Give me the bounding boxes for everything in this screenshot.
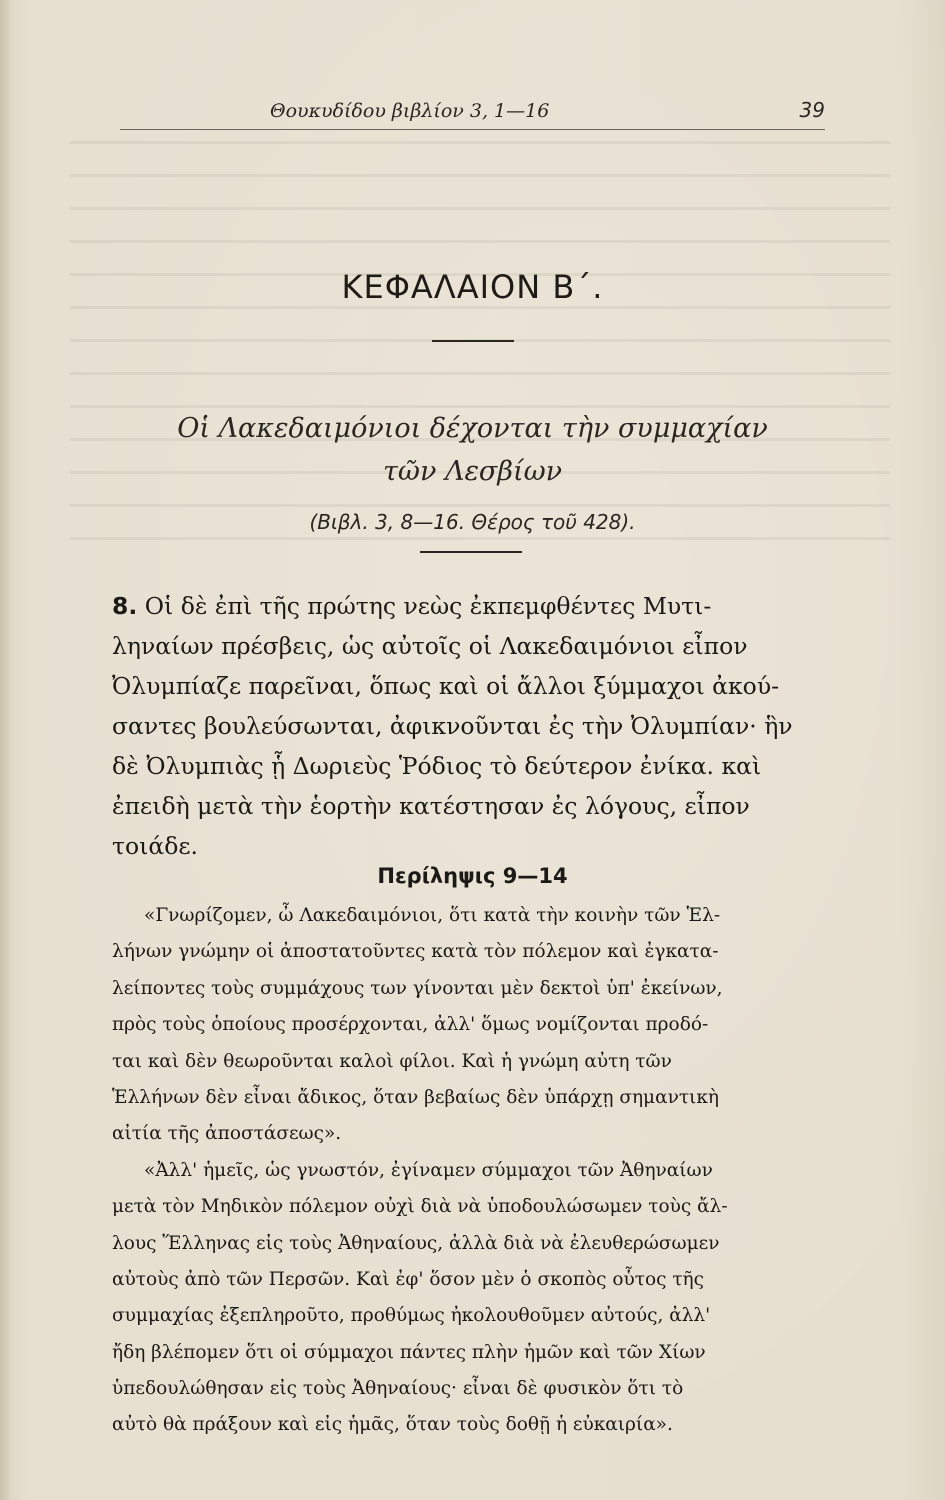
summary-line: ὑπεδουλώθησαν εἰς τοὺς Ἀθηναίους· εἶναι δὲ φυσικὸν ὅτι τὸ (112, 1378, 684, 1400)
section-8-line: τοιάδε. (112, 832, 199, 860)
section-8-line: δὲ Ὀλυμπιὰς ᾗ Δωριεὺς Ῥόδιος τὸ δεύτερον ἐνίκα. καὶ (112, 752, 762, 780)
chapter-subtitle-line-2: τῶν Λεσβίων (383, 456, 562, 487)
chapter-subtitle-line-1: Οἱ Λακεδαιμόνιοι δέχονται τὴν συμμαχίαν (177, 413, 768, 444)
summary-heading: Περίληψις 9—14 (377, 864, 568, 888)
summary-line: πρὸς τοὺς ὁποίους προσέρχονται, ἀλλ' ὅμως νομίζονται προδό- (112, 1014, 709, 1036)
summary-line: αὐτὸ θὰ πράξουν καὶ εἰς ἡμᾶς, ὅταν τοὺς δοθῇ ἡ εὐκαιρία». (112, 1414, 673, 1436)
running-header (120, 96, 825, 130)
summary-line: αἰτία τῆς ἀποστάσεως». (112, 1123, 342, 1145)
summary-line: αὐτοὺς ἀπὸ τῶν Περσῶν. Καὶ ἐφ' ὅσον μὲν ὁ σκοπὸς οὗτος τῆς (112, 1268, 704, 1290)
summary-line: μετὰ τὸν Μηδικὸν πόλεμον οὐχὶ διὰ νὰ ὑποδουλώσωμεν τοὺς ἄλ- (112, 1196, 728, 1218)
section-8-line: σαντες βουλεύσωνται, ἀφικνοῦνται ἐς τὴν Ὀλυμπίαν· ἣν (112, 712, 793, 740)
section-8-line: ἐπειδὴ μετὰ τὴν ἑορτὴν κατέστησαν ἐς λόγους, εἶπον (112, 792, 750, 820)
section-number: 8. (112, 592, 138, 620)
summary-line: «Ἀλλ' ἡμεῖς, ὡς γνωστόν, ἐγίναμεν σύμμαχοι τῶν Ἀθηναίων (144, 1159, 713, 1181)
section-8-line: ληναίων πρέσβεις, ὡς αὐτοῖς οἱ Λακεδαιμόνιοι εἶπον (112, 632, 748, 660)
summary-line: λήνων γνώμην οἱ ἀποστατοῦντες κατὰ τὸν πόλεμον καὶ ἐγκατα- (112, 941, 719, 963)
section-8-line (112, 586, 832, 626)
section-8-text (112, 586, 832, 866)
summary-line: συμμαχίας ἐξεπληροῦτο, προθύμως ἠκολουθοῦμεν αὐτούς, ἀλλ' (112, 1305, 711, 1327)
summary-line: ται καὶ δὲν θεωροῦνται καλοὶ φίλοι. Καὶ ἡ γνώμη αὐτη τῶν (112, 1050, 672, 1072)
chapter-title: ΚΕΦΑΛΑΙΟΝ Β΄. (341, 268, 604, 306)
source-reference: (Βιβλ. 3, 8—16. Θέρος τοῦ 428). (309, 510, 636, 534)
summary-line: «Γνωρίζομεν, ὦ Λακεδαιμόνιοι, ὅτι κατὰ τὴν κοινὴν τῶν Ἑλ- (144, 905, 721, 926)
summary-text (112, 898, 832, 1444)
section-8-line: Ὀλυμπίαζε παρεῖναι, ὅπως καὶ οἱ ἄλλοι ξύμμαχοι ἀκού- (112, 672, 780, 700)
chapter-divider (432, 340, 514, 342)
summary-line: Ἑλλήνων δὲν εἶναι ἄδικος, ὅταν βεβαίως δὲν ὑπάρχῃ σημαντικὴ (112, 1086, 719, 1108)
summary-line: λους Ἕλληνας εἰς τοὺς Ἀθηναίους, ἀλλὰ διὰ νὰ ἐλευθερώσωμεν (112, 1232, 720, 1254)
source-divider (420, 551, 522, 553)
summary-line: λείποντες τοὺς συμμάχους των γίνονται μὲν δεκτοὶ ὑπ' ἐκείνων, (112, 977, 723, 999)
page-spine-shadow (0, 0, 12, 1500)
summary-line: ἤδη βλέπομεν ὅτι οἱ σύμμαχοι πάντες πλὴν ἡμῶν καὶ τῶν Χίων (112, 1341, 706, 1363)
running-header-title: Θουκυδίδου βιβλίον 3, 1—16 (270, 100, 550, 122)
section-8-line-text: Οἱ δὲ ἐπὶ τῆς πρώτης νεὼς ἐκπεμφθέντες Μυτι- (137, 592, 712, 620)
page-number: 39 (799, 98, 825, 122)
header-rule (120, 129, 825, 130)
